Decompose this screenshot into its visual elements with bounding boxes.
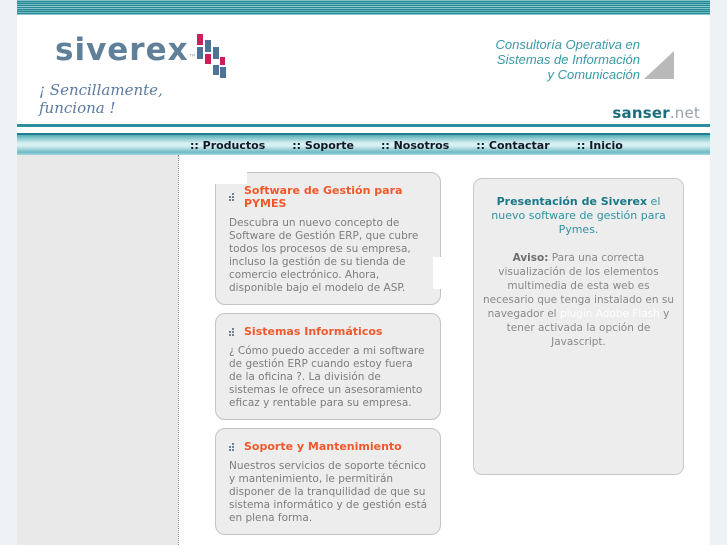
left-rail bbox=[17, 155, 178, 545]
dots-icon bbox=[229, 327, 239, 337]
card-body: Descubra un nuevo concepto de Software de Gestión ERP, que cubre todos los procesos de su empresa, incluso la gestión de su tienda de comercio electrónico. Ahora, disponible bajo el modelo de ASP. bbox=[229, 217, 419, 294]
logo-text: siverex bbox=[55, 32, 189, 68]
consultoria-line1: Consultoría Operativa en bbox=[495, 37, 640, 52]
nav-item-contactar[interactable]: :: Contactar bbox=[476, 138, 550, 152]
nav-item-soporte[interactable]: :: Soporte bbox=[292, 138, 354, 152]
main-panel bbox=[179, 155, 710, 545]
trademark-symbol: ™ bbox=[188, 53, 197, 62]
main-navigation bbox=[17, 133, 710, 155]
dots-icon bbox=[229, 192, 239, 202]
card-title[interactable] bbox=[229, 440, 429, 453]
presentation-heading-bold: Presentación de Siverex bbox=[496, 195, 648, 208]
header-stripes bbox=[17, 0, 710, 15]
aviso-label: Aviso: bbox=[512, 252, 549, 264]
card-body: Nuestros servicios de soporte técnico y mantenimiento, le permitirán disponer de la tranquilidad de que su sistema informático y de gestión está en plena forma. bbox=[229, 460, 428, 524]
nav-item-productos[interactable]: :: Productos bbox=[190, 138, 266, 152]
card-notch bbox=[215, 172, 247, 184]
aviso-pre: Para una correcta visualización de los elementos multimedia de esta web es necesario que tenga instalado en su navegador el bbox=[483, 252, 674, 320]
page bbox=[17, 0, 710, 545]
logo-pixels-icon bbox=[185, 31, 231, 83]
dots-icon bbox=[229, 442, 239, 452]
card-sistemas-informaticos[interactable] bbox=[215, 313, 441, 420]
sanser-tld: .net bbox=[669, 104, 700, 122]
card-title[interactable] bbox=[229, 325, 429, 338]
presentation-heading-rest: el nuevo software de gestión para Pymes. bbox=[491, 195, 666, 236]
presentation-heading bbox=[483, 195, 674, 237]
aviso-text bbox=[483, 251, 674, 349]
consultoria-text bbox=[495, 37, 640, 82]
logo-tagline: ¡ Sencillamente, funciona ! bbox=[39, 81, 163, 117]
card-soporte-mantenimiento[interactable] bbox=[215, 428, 441, 535]
triangle-icon bbox=[644, 51, 674, 79]
content-area bbox=[17, 155, 710, 545]
consultoria-line3: y Comunicación bbox=[547, 67, 640, 82]
card-body: ¿ Cómo puedo acceder a mi software de gestión ERP cuando estoy fuera de la oficina ?. La división de sistemas le ofrece un asesoramiento eficaz y rentable para su empresa. bbox=[229, 345, 425, 409]
presentation-panel bbox=[473, 178, 684, 475]
nav-item-inicio[interactable]: :: Inicio bbox=[576, 138, 623, 152]
card-title-text: Soporte y Mantenimiento bbox=[244, 440, 402, 453]
card-notch bbox=[433, 257, 441, 289]
aviso-post: y tener activada la opción de Javascript. bbox=[506, 308, 670, 348]
card-title[interactable] bbox=[229, 184, 429, 210]
sanser-name: sanser bbox=[612, 104, 670, 122]
card-title-text: Software de Gestión para PYMES bbox=[244, 184, 403, 210]
siverex-logo[interactable] bbox=[55, 33, 197, 67]
adobe-flash-link[interactable]: plugin Adobe Flash bbox=[559, 308, 660, 320]
cards-column bbox=[215, 172, 441, 543]
card-title-text: Sistemas Informáticos bbox=[244, 325, 383, 338]
consultoria-line2: Sistemas de Información bbox=[496, 52, 640, 67]
header bbox=[17, 15, 710, 124]
card-software-gestion[interactable] bbox=[215, 172, 441, 305]
nav-item-nosotros[interactable]: :: Nosotros bbox=[380, 138, 450, 152]
sanser-net-link[interactable] bbox=[612, 104, 700, 122]
